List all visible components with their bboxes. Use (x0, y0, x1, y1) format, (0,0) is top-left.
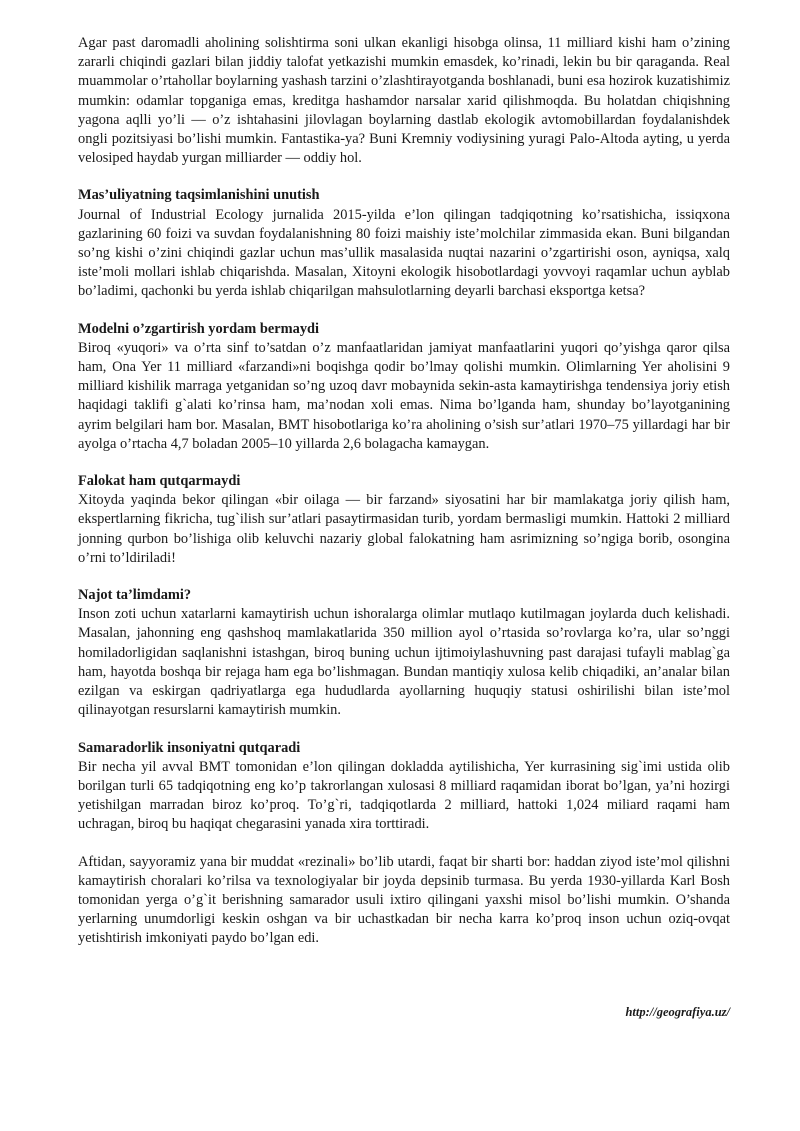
section-model-change (78, 320, 730, 454)
section-education (78, 586, 730, 720)
section-paragraph: Biroq «yuqori» va o’rta sinf to’satdan o’z manfaatlaridan jamiyat manfaatlarini yuqori qo’yishga qaror qilsa ham, Ona Yer 11 milliard «farzandi»ni boqishga qodir bo’lmay qolishi mumkin. Olimlarning Yer aholisini 9 milliard kishilik marraga yetganidan so’ng uzoq davr mobaynida sekin-asta kamaytirishga tendensiya joriy etish haqidagi taklifi g`alati ko’rinsa ham, ma’nodan xoli emas. Nima bo’lganda ham, shunday bo’layotganining ayrim belgilari ham bor. Masalan, BMT hisobotlariga ko’ra aholining o’sish sur’atlari 1970–75 yillardagi har bir ayolga o’rtacha 4,7 boladan 2005–10 yillarda 2,6 bolagacha kamaygan. (78, 339, 730, 452)
section-catastrophe (78, 472, 730, 568)
section-responsibility (78, 186, 730, 301)
closing-paragraph: Aftidan, sayyoramiz yana bir muddat «rezinali» bo’lib utardi, faqat bir sharti bor: haddan ziyod iste’mol qilishni kamaytirish choralari ko’rilsa va texnologiyalar bir joyda depsinib turmasa. Bu yerda 1930-yillarda Karl Bosh tomonidan yerga o’g`it berishning samarador usuli ixtiro qilingani yaxshi misol bo’lishi mumkin. O’shanda yerlarning unumdorligi keskin oshgan va bir uchastkadan bir necha karra ko’proq inson uchun oziq-ovqat yetishtirish imkoniyati paydo bo’lgan edi. (78, 853, 730, 947)
section-efficiency (78, 739, 730, 835)
section-heading: Falokat ham qutqarmaydi (78, 473, 241, 490)
closing-section (78, 853, 730, 949)
section-paragraph: Bir necha yil avval BMT tomonidan e’lon qilingan dokladda aytilishicha, Yer kurrasining sig`imi ustida olib borilgan turli 65 tadqiqotning eng ko’p takrorlangan xulosasi 8 milliard raqamidan iborat bo’lgan, ya’ni hozirgi yetishilgan marradan biroz ko’proq. To’g`ri, tadqiqotlarda 2 milliard, hattoki 1,024 miliard raqami ham uchragan, biroq bu haqiqat chegarasini yanada xira torttiradi. (78, 758, 730, 833)
section-paragraph: Xitoyda yaqinda bekor qilingan «bir oilaga — bir farzand» siyosatini har bir mamlakatga joriy qilish ham, ekspertlarning fikricha, tug`ilish sur’atlari pasaytirmasidan turib, yordam bermasligi mumkin. Hattoki 2 milliard jonning qurbon bo’lishiga olib keluvchi nazariy global falokatning ham asrimizning so’ngiga borib, osongina o’rni to’ldiriladi! (78, 492, 730, 566)
section-heading: Modelni o’zgartirish yordam bermaydi (78, 320, 320, 337)
source-link[interactable]: http://geografiya.uz/ (625, 1005, 730, 1019)
section-heading: Mas’uliyatning taqsimlanishini unutish (78, 187, 320, 204)
section-paragraph: Journal of Industrial Ecology jurnalida 2015-yilda e’lon qilingan tadqiqotning ko’rsatishicha, issiqxona gazlarining 60 foizi va suvdan foydalanishning 80 foizi maishiy iste’molchilar zimmasida ekan. Buni bilgandan so’ng kishi o’zini chiqindi gazlar uchun mas’ullik masalasida nuqtai nazarini o’zgartirishi oson, ayniqsa, xalq iste’moli mollari ishlab chiqarishda. Masalan, Xitoyni ekologik hisobotlardagi yovvoyi raqamlar uchun ayblab bo’ladimi, qachonki bu yerda ishlab chiqarilgan mahsulotlarning deyarli barchasi eksportga ketsa? (78, 206, 730, 300)
intro-paragraph: Agar past daromadli aholining solishtirma soni ulkan ekanligi hisobga olinsa, 11 milliard kishi ham o’zining zararli chiqindi gazlari bilan jiddiy talofat yetkazishi mumkin emasdek, ko’rinadi, lekin bu bir qaraganda. Real muammolar o’rtahollar boylarning yashash tarzini o’zlashtirayotganda boshlanadi, buni esa hozirok kuzatishimiz mumkin: odamlar topganiga emas, kreditga hashamdor narsalar xarid qilishmoqda. Bu holatdan chiqishning yagona aqlli yo’li — o’z ishtahasini jilovlagan boylarning dastlab ekologik avtomobillardan foydalanishdek ongli pozitsiyasi bo’lishi mumkin. Fantastika-ya? Buni Kremniy vodiysining yuragi Palo-Altoda ayting, u yerda velosiped haydab yurgan milliarder — oddiy hol. (78, 35, 730, 167)
section-heading: Samaradorlik insoniyatni qutqaradi (78, 739, 301, 756)
section-paragraph: Inson zoti uchun xatarlarni kamaytirish uchun ishoralarga olimlar mutlaqo kutilmagan joylarda duch kelishadi. Masalan, jahonning eng qashshoq mamlakatlarida 350 million ayol o’rtasida so’rovlarga ko’ra, ular so’nggi homiladorligidan saqlanishni istashgan, biroq buning uchun ijtimoiylashuvning past darajasi tufayli mablag`ga ham, hayotda boshqa bir rejaga ham ega bo’lishmagan. Bundan mantiqiy xulosa kelib chiqadiki, an’analar bilan ezilgan va eskirgan qadriyatlarga ega hududlarda ayollarning huquqiy statusi oshirilishi bilan iste’mol qilinayotgan resurslarni kamaytirish mumkin. (78, 606, 730, 719)
section-heading: Najot ta’limdami? (78, 587, 192, 604)
